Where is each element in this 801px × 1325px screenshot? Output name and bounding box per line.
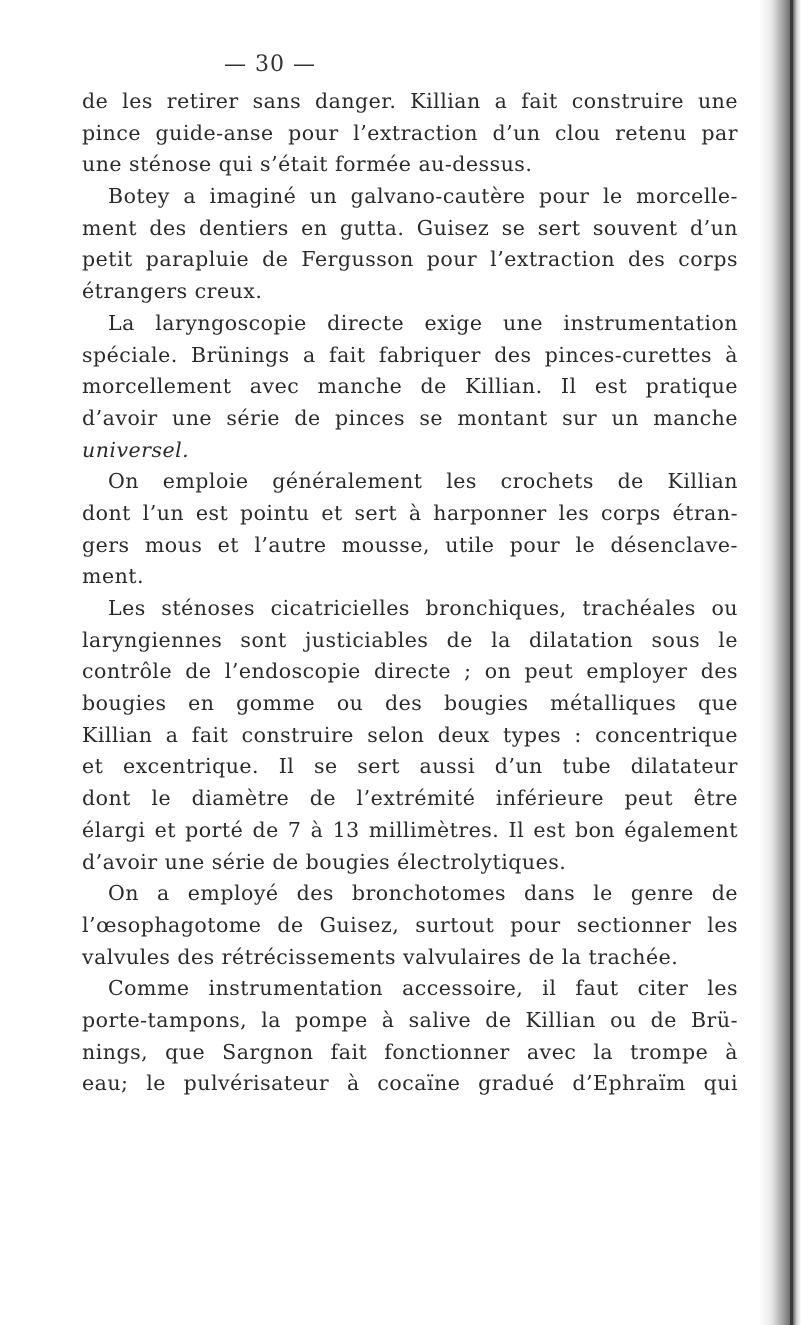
text-line: porte-tampons, la pompe à salive de Killian ou de Brü- [82,1007,738,1032]
text-line: et excentrique. Il se sert aussi d’un tube dilatateur [82,754,738,779]
text-line: dont le diamètre de l’extrémité inférieure peut être [82,786,738,811]
text-line: laryngiennes sont justiciables de la dilatation sous le [82,627,738,652]
text-line: Les sténoses cicatricielles bronchiques, trachéales ou [108,596,738,620]
text-line: On emploie généralement les crochets de Killian [108,469,738,494]
text-line: étrangers creux. [82,279,263,304]
text-line: nings, que Sargnon fait fonctionner avec la trompe à [82,1039,738,1064]
text-line: ment. [82,564,145,589]
text-line: pince guide-anse pour l’extraction d’un clou retenu par [82,120,738,145]
text-line: élargi et porté de 7 à 13 millimètres. Il est bon également [82,817,738,842]
text-line: gers mous et l’autre mousse, utile pour le désenclave- [82,532,738,557]
text-line: une sténose qui s’était formée au-dessus. [82,152,533,177]
page-binding-edge [759,0,801,1325]
text-line: La laryngoscopie directe exige une instrumentation [108,310,738,335]
text-line: Killian a fait construire selon deux types : concentrique [82,722,738,747]
text-line: l’œsophagotome de Guisez, surtout pour sectionner les [82,912,738,937]
text-line: d’avoir une série de pinces se montant sur un manche [82,405,738,430]
text-line: bougies en gomme ou des bougies métalliques que [82,691,738,716]
text-line: On a employé des bronchotomes dans le genre de [108,881,738,906]
text-line: dont l’un est pointu et sert à harponner les corps étran- [82,500,738,525]
text-line: spéciale. Brünings a fait fabriquer des pinces-curettes à [82,342,738,367]
text-line: Botey a imaginé un galvano-cautère pour le morcelle- [108,184,738,209]
text-line: morcellement avec manche de Killian. Il est pratique [82,374,738,399]
text-line: universel. [82,437,190,462]
body-text [82,86,738,1100]
text-line: ment des dentiers en gutta. Guisez se sert souvent d’un [82,215,738,240]
text-line: d’avoir une série de bougies électrolytiques. [82,849,567,874]
page-number: — 30 — [224,52,316,77]
text-line: eau; le pulvérisateur à cocaïne gradué d’Ephraïm qui [82,1071,738,1096]
text-line: petit parapluie de Fergusson pour l’extraction des corps [82,247,738,272]
text-line: contrôle de l’endoscopie directe ; on peut employer des [82,659,738,684]
text-line: valvules des rétrécissements valvulaires de la trachée. [82,944,679,969]
text-line: Comme instrumentation accessoire, il faut citer les [108,976,738,1001]
text-line: de les retirer sans danger. Killian a fait construire une [82,89,738,113]
page-binding-line [790,0,793,1325]
